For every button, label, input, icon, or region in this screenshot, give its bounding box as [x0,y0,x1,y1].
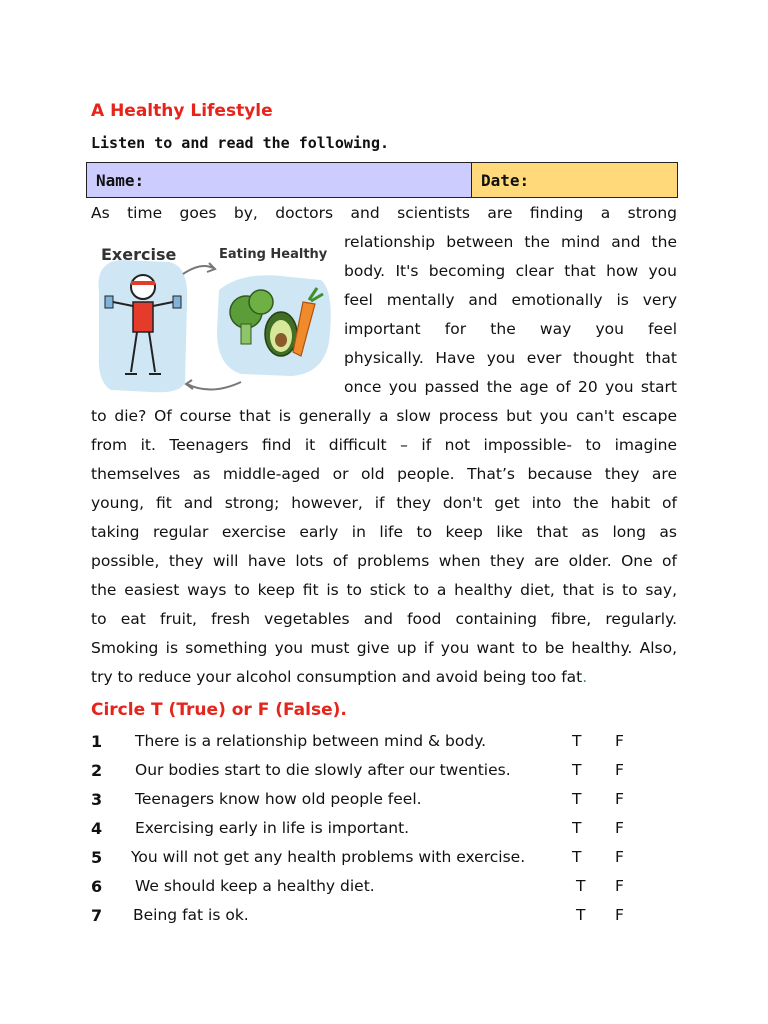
question-number: 6 [91,877,103,896]
instruction-text: Listen to and read the following. [91,134,390,152]
passage-line: body. It's becoming clear that how you [344,262,677,280]
question-number: 1 [91,732,103,751]
passage-line: once you passed the age of 20 you start [344,378,677,396]
false-option[interactable]: F [615,761,624,779]
passage-line: the easiest ways to keep fit is to stick to a healthy diet, that is to say, [91,581,677,599]
question-row [91,786,651,815]
false-option[interactable]: F [615,877,624,895]
task-heading-period: . [340,700,347,720]
passage-end-period: . [582,668,588,686]
passage-line: to eat fruit, fresh vegetables and food containing fibre, regularly. [91,610,677,628]
name-date-table [86,162,678,198]
passage-line-last [91,663,677,692]
passage-line: taking regular exercise early in life to keep like that as long as [91,523,677,541]
question-row [91,728,651,757]
question-row [91,873,651,902]
passage-line: physically. Have you ever thought that [344,349,677,367]
question-text: There is a relationship between mind & body. [135,732,487,750]
question-number: 3 [91,790,103,809]
false-option[interactable]: F [615,848,624,866]
true-option[interactable]: T [572,790,582,808]
worksheet-title: A Healthy Lifestyle [91,101,273,121]
true-option[interactable]: T [572,848,582,866]
task-heading [91,700,347,720]
question-text: Exercising early in life is important. [135,819,410,837]
false-option[interactable]: F [615,790,624,808]
date-label: Date: [481,171,530,190]
passage-line: to die? Of course that is generally a slow process but you can't escape [91,407,677,425]
question-number: 5 [91,848,103,867]
false-option[interactable]: F [615,732,624,750]
question-number: 2 [91,761,103,780]
passage-line: from it. Teenagers find it difficult – if not impossible- to imagine [91,436,677,454]
question-row [91,844,651,873]
passage-line: possible, they will have lots of problems when they are older. One of [91,552,677,570]
exercise-label: Exercise [101,245,177,264]
true-option[interactable]: T [572,732,582,750]
false-option[interactable]: F [615,906,624,924]
eating-healthy-label: Eating Healthy [219,247,328,262]
question-row [91,902,651,931]
date-field[interactable] [472,163,677,197]
question-row [91,815,651,844]
true-option[interactable]: T [572,819,582,837]
true-option[interactable]: T [576,906,586,924]
question-row [91,757,651,786]
name-label: Name: [96,171,145,190]
name-field[interactable] [87,163,472,197]
passage-line: relationship between the mind and the [344,233,677,251]
question-text: You will not get any health problems with exercise. [131,848,526,866]
question-text: Our bodies start to die slowly after our twenties. [135,761,511,779]
passage-line: themselves as middle-aged or old people. That’s because they are [91,465,677,483]
passage-line: young, fit and strong; however, if they don't get into the habit of [91,494,677,512]
true-option[interactable]: T [576,877,586,895]
passage-line: As time goes by, doctors and scientists are finding a strong [91,204,677,222]
question-number: 7 [91,906,103,925]
task-heading-text: Circle T (True) or F (False) [91,700,341,720]
true-false-list [91,728,651,931]
passage-line: try to reduce your alcohol consumption and avoid being too fat [91,668,583,686]
passage-line: important for the way you feel [344,320,677,338]
passage-line: feel mentally and emotionally is very [344,291,677,309]
question-text: Teenagers know how old people feel. [135,790,422,808]
false-option[interactable]: F [615,819,624,837]
question-text: Being fat is ok. [133,906,249,924]
passage-line: Smoking is something you must give up if you want to be healthy. Also, [91,639,677,657]
true-option[interactable]: T [572,761,582,779]
question-number: 4 [91,819,103,838]
question-text: We should keep a healthy diet. [135,877,375,895]
reading-passage [91,199,677,692]
